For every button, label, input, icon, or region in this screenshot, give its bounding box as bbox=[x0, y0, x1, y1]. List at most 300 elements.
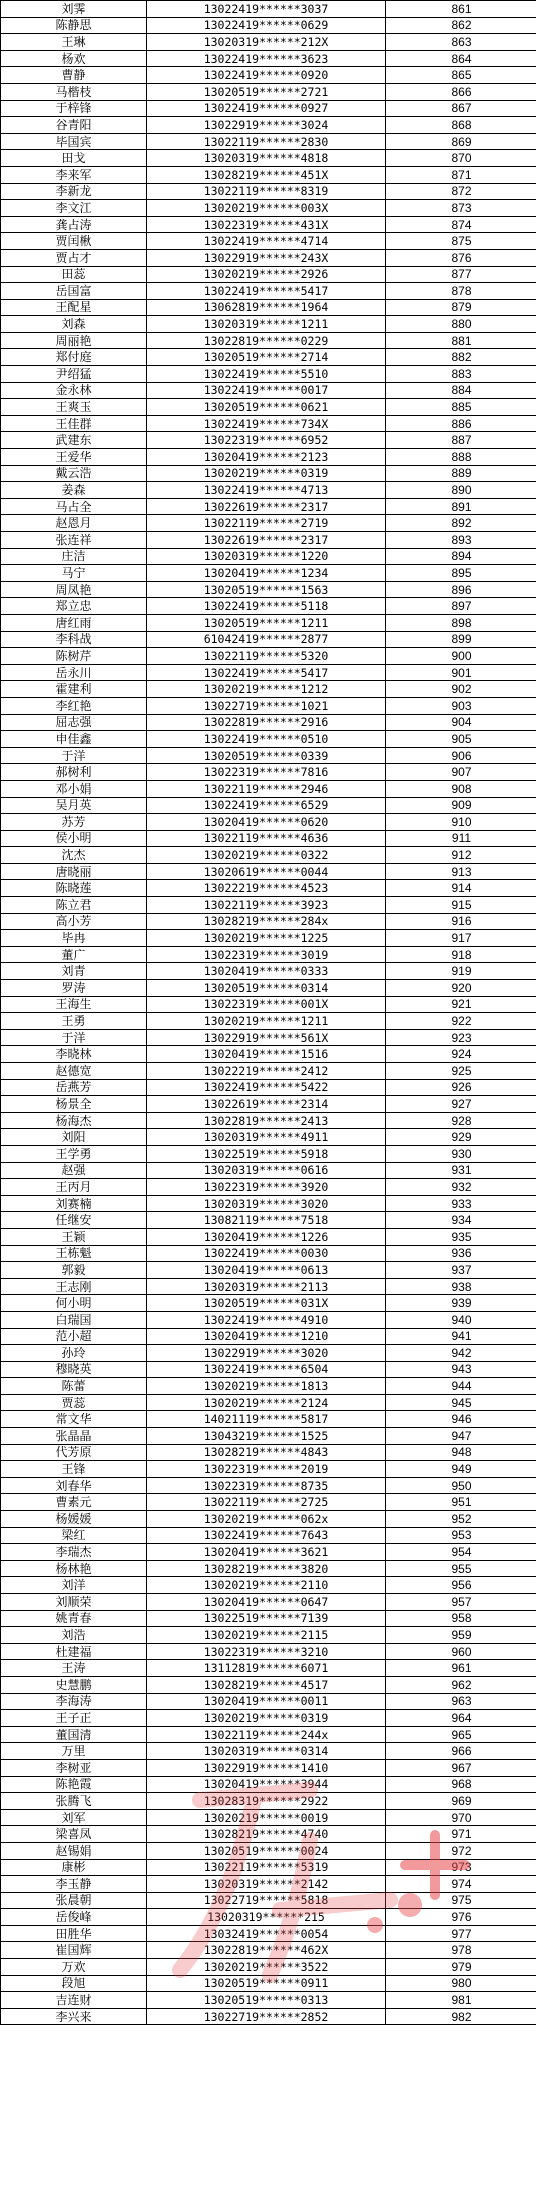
name-cell: 万里 bbox=[1, 1743, 147, 1760]
name-cell: 郝树利 bbox=[1, 764, 147, 781]
name-cell: 贾占才 bbox=[1, 249, 147, 266]
sequence-number-cell: 976 bbox=[386, 1909, 536, 1926]
table-row bbox=[1, 1676, 536, 1693]
id-number-cell: 13020319******2113 bbox=[147, 1278, 386, 1295]
id-number-cell: 13022319******3019 bbox=[147, 946, 386, 963]
table-row bbox=[1, 1527, 536, 1544]
name-cell: 王海生 bbox=[1, 996, 147, 1013]
sequence-number-cell: 967 bbox=[386, 1759, 536, 1776]
name-cell: 田蕊 bbox=[1, 266, 147, 283]
table-row bbox=[1, 1029, 536, 1046]
table-row bbox=[1, 1328, 536, 1345]
sequence-number-cell: 918 bbox=[386, 946, 536, 963]
name-cell: 刘森 bbox=[1, 316, 147, 333]
sequence-number-cell: 982 bbox=[386, 2008, 536, 2025]
id-number-cell: 13022319******3920 bbox=[147, 1179, 386, 1196]
id-number-cell: 13062819******1964 bbox=[147, 299, 386, 316]
table-row bbox=[1, 764, 536, 781]
table-row bbox=[1, 1046, 536, 1063]
id-number-cell: 13020519******0024 bbox=[147, 1842, 386, 1859]
table-row bbox=[1, 1162, 536, 1179]
table-row bbox=[1, 1992, 536, 2009]
sequence-number-cell: 952 bbox=[386, 1511, 536, 1528]
table-row bbox=[1, 1942, 536, 1959]
table-row bbox=[1, 830, 536, 847]
name-cell: 刘春华 bbox=[1, 1477, 147, 1494]
id-number-cell: 13028219******3820 bbox=[147, 1560, 386, 1577]
sequence-number-cell: 907 bbox=[386, 764, 536, 781]
name-cell: 任继安 bbox=[1, 1212, 147, 1229]
sequence-number-cell: 953 bbox=[386, 1527, 536, 1544]
name-cell: 王学勇 bbox=[1, 1145, 147, 1162]
name-cell: 王锋 bbox=[1, 1461, 147, 1478]
name-cell: 马宁 bbox=[1, 565, 147, 582]
table-row bbox=[1, 1212, 536, 1229]
sequence-number-cell: 971 bbox=[386, 1826, 536, 1843]
sequence-number-cell: 970 bbox=[386, 1809, 536, 1826]
name-cell: 赵德宽 bbox=[1, 1063, 147, 1080]
table-row bbox=[1, 681, 536, 698]
sequence-number-cell: 917 bbox=[386, 930, 536, 947]
id-number-cell: 13022619******2314 bbox=[147, 1096, 386, 1113]
sequence-number-cell: 981 bbox=[386, 1992, 536, 2009]
id-number-cell: 13022419******734X bbox=[147, 415, 386, 432]
id-number-cell: 13020519******1563 bbox=[147, 581, 386, 598]
id-number-cell: 13022919******3020 bbox=[147, 1345, 386, 1362]
id-number-cell: 13022119******4636 bbox=[147, 830, 386, 847]
id-number-cell: 13020319******3020 bbox=[147, 1195, 386, 1212]
table-row bbox=[1, 697, 536, 714]
table-row bbox=[1, 1660, 536, 1677]
id-number-cell: 13022419******5422 bbox=[147, 1079, 386, 1096]
sequence-number-cell: 913 bbox=[386, 863, 536, 880]
id-number-cell: 13020319******0314 bbox=[147, 1743, 386, 1760]
table-row bbox=[1, 1842, 536, 1859]
id-number-cell: 13020519******2721 bbox=[147, 83, 386, 100]
id-number-cell: 13020319******2142 bbox=[147, 1876, 386, 1893]
table-row bbox=[1, 1610, 536, 1627]
name-cell: 杨林艳 bbox=[1, 1560, 147, 1577]
name-cell: 戴云浩 bbox=[1, 465, 147, 482]
sequence-number-cell: 961 bbox=[386, 1660, 536, 1677]
id-number-cell: 13022419******4713 bbox=[147, 482, 386, 499]
sequence-number-cell: 902 bbox=[386, 681, 536, 698]
name-cell: 杨景全 bbox=[1, 1096, 147, 1113]
table-row bbox=[1, 1195, 536, 1212]
name-cell: 邓小娟 bbox=[1, 780, 147, 797]
table-row bbox=[1, 17, 536, 34]
sequence-number-cell: 867 bbox=[386, 100, 536, 117]
table-row bbox=[1, 1643, 536, 1660]
name-cell: 李树亚 bbox=[1, 1759, 147, 1776]
id-number-cell: 13020419******3621 bbox=[147, 1544, 386, 1561]
id-number-cell: 13022319******431X bbox=[147, 216, 386, 233]
name-cell: 王丙月 bbox=[1, 1179, 147, 1196]
sequence-number-cell: 955 bbox=[386, 1560, 536, 1577]
sequence-number-cell: 919 bbox=[386, 963, 536, 980]
sequence-number-cell: 878 bbox=[386, 283, 536, 300]
sequence-number-cell: 977 bbox=[386, 1925, 536, 1942]
table-row bbox=[1, 1013, 536, 1030]
name-cell: 武建东 bbox=[1, 432, 147, 449]
sequence-number-cell: 928 bbox=[386, 1112, 536, 1129]
sequence-number-cell: 935 bbox=[386, 1228, 536, 1245]
table-row bbox=[1, 1511, 536, 1528]
table-row bbox=[1, 532, 536, 549]
id-number-cell: 13022819******2916 bbox=[147, 714, 386, 731]
sequence-number-cell: 936 bbox=[386, 1245, 536, 1262]
table-row bbox=[1, 980, 536, 997]
id-number-cell: 13022419******4714 bbox=[147, 233, 386, 250]
id-number-cell: 13020319******215 bbox=[147, 1909, 386, 1926]
table-row bbox=[1, 366, 536, 383]
id-number-cell: 13020619******0044 bbox=[147, 863, 386, 880]
id-number-cell: 13022119******2719 bbox=[147, 515, 386, 532]
name-cell: 李晓林 bbox=[1, 1046, 147, 1063]
id-number-cell: 13022919******561X bbox=[147, 1029, 386, 1046]
sequence-number-cell: 965 bbox=[386, 1726, 536, 1743]
id-number-cell: 13022719******2852 bbox=[147, 2008, 386, 2025]
id-number-cell: 13022319******7816 bbox=[147, 764, 386, 781]
table-row bbox=[1, 946, 536, 963]
sequence-number-cell: 871 bbox=[386, 166, 536, 183]
name-cell: 万欢 bbox=[1, 1959, 147, 1976]
id-number-cell: 13022419******0017 bbox=[147, 382, 386, 399]
sequence-number-cell: 896 bbox=[386, 581, 536, 598]
name-cell: 刘青 bbox=[1, 963, 147, 980]
sequence-number-cell: 957 bbox=[386, 1594, 536, 1611]
sequence-number-cell: 951 bbox=[386, 1494, 536, 1511]
id-number-cell: 13022119******2946 bbox=[147, 780, 386, 797]
table-row bbox=[1, 50, 536, 67]
name-cell: 姜森 bbox=[1, 482, 147, 499]
id-number-cell: 13020319******212X bbox=[147, 34, 386, 51]
name-cell: 王配星 bbox=[1, 299, 147, 316]
name-cell: 李兴来 bbox=[1, 2008, 147, 2025]
sequence-number-cell: 958 bbox=[386, 1610, 536, 1627]
name-cell: 毕国宾 bbox=[1, 133, 147, 150]
sequence-number-cell: 915 bbox=[386, 897, 536, 914]
table-row bbox=[1, 1959, 536, 1976]
name-cell: 王琳 bbox=[1, 34, 147, 51]
sequence-number-cell: 973 bbox=[386, 1859, 536, 1876]
id-number-cell: 13020219******0019 bbox=[147, 1809, 386, 1826]
sequence-number-cell: 959 bbox=[386, 1627, 536, 1644]
sequence-number-cell: 870 bbox=[386, 150, 536, 167]
id-number-cell: 13020419******0613 bbox=[147, 1262, 386, 1279]
id-number-cell: 13043219******1525 bbox=[147, 1428, 386, 1445]
name-cell: 王佳群 bbox=[1, 415, 147, 432]
id-number-cell: 13022219******2412 bbox=[147, 1063, 386, 1080]
id-number-cell: 13022719******5818 bbox=[147, 1892, 386, 1909]
name-cell: 马占全 bbox=[1, 498, 147, 515]
name-cell: 刘浩 bbox=[1, 1627, 147, 1644]
id-number-cell: 13020219******0319 bbox=[147, 465, 386, 482]
table-row bbox=[1, 1909, 536, 1926]
sequence-number-cell: 979 bbox=[386, 1959, 536, 1976]
sequence-number-cell: 883 bbox=[386, 366, 536, 383]
sequence-number-cell: 922 bbox=[386, 1013, 536, 1030]
sequence-number-cell: 948 bbox=[386, 1444, 536, 1461]
id-number-cell: 13020519******0314 bbox=[147, 980, 386, 997]
sequence-number-cell: 886 bbox=[386, 415, 536, 432]
id-number-cell: 13022419******3037 bbox=[147, 1, 386, 18]
name-cell: 毕冉 bbox=[1, 930, 147, 947]
name-cell: 陈静思 bbox=[1, 17, 147, 34]
table-row bbox=[1, 880, 536, 897]
sequence-number-cell: 906 bbox=[386, 747, 536, 764]
sequence-number-cell: 905 bbox=[386, 731, 536, 748]
name-cell: 王志刚 bbox=[1, 1278, 147, 1295]
name-cell: 郭毅 bbox=[1, 1262, 147, 1279]
sequence-number-cell: 932 bbox=[386, 1179, 536, 1196]
name-cell: 周丽艳 bbox=[1, 332, 147, 349]
name-cell: 史慧鹏 bbox=[1, 1676, 147, 1693]
name-cell: 曹静 bbox=[1, 67, 147, 84]
name-cell: 田戈 bbox=[1, 150, 147, 167]
id-number-cell: 13020519******0621 bbox=[147, 399, 386, 416]
table-row bbox=[1, 863, 536, 880]
name-cell: 梁红 bbox=[1, 1527, 147, 1544]
table-row bbox=[1, 432, 536, 449]
table-row bbox=[1, 548, 536, 565]
name-cell: 岳永川 bbox=[1, 664, 147, 681]
name-cell: 贾闰楸 bbox=[1, 233, 147, 250]
sequence-number-cell: 949 bbox=[386, 1461, 536, 1478]
table-row bbox=[1, 34, 536, 51]
name-cell: 白瑞国 bbox=[1, 1311, 147, 1328]
sequence-number-cell: 900 bbox=[386, 648, 536, 665]
name-cell: 刘洋 bbox=[1, 1577, 147, 1594]
table-row bbox=[1, 1544, 536, 1561]
name-cell: 金永林 bbox=[1, 382, 147, 399]
id-number-cell: 13020419******1210 bbox=[147, 1328, 386, 1345]
table-row bbox=[1, 847, 536, 864]
id-number-cell: 13028219******4740 bbox=[147, 1826, 386, 1843]
table-row bbox=[1, 1262, 536, 1279]
id-number-cell: 13022419******3623 bbox=[147, 50, 386, 67]
sequence-number-cell: 920 bbox=[386, 980, 536, 997]
sequence-number-cell: 898 bbox=[386, 614, 536, 631]
name-cell: 王爱华 bbox=[1, 449, 147, 466]
table-row bbox=[1, 200, 536, 217]
sequence-number-cell: 910 bbox=[386, 814, 536, 831]
sequence-number-cell: 877 bbox=[386, 266, 536, 283]
table-row bbox=[1, 747, 536, 764]
id-number-cell: 13022419******4910 bbox=[147, 1311, 386, 1328]
id-number-cell: 13020319******4911 bbox=[147, 1129, 386, 1146]
name-cell: 高小芳 bbox=[1, 913, 147, 930]
sequence-number-cell: 972 bbox=[386, 1842, 536, 1859]
name-cell: 郑付庭 bbox=[1, 349, 147, 366]
name-cell: 屈志强 bbox=[1, 714, 147, 731]
id-number-cell: 13082119******7518 bbox=[147, 1212, 386, 1229]
sequence-number-cell: 923 bbox=[386, 1029, 536, 1046]
id-number-cell: 13022419******5118 bbox=[147, 598, 386, 615]
name-cell: 杨媛媛 bbox=[1, 1511, 147, 1528]
name-cell: 康彬 bbox=[1, 1859, 147, 1876]
table-row bbox=[1, 1477, 536, 1494]
name-cell: 李瑞杰 bbox=[1, 1544, 147, 1561]
id-number-cell: 13022419******5417 bbox=[147, 283, 386, 300]
id-number-cell: 13032419******0054 bbox=[147, 1925, 386, 1942]
name-cell: 侯小明 bbox=[1, 830, 147, 847]
table-row bbox=[1, 498, 536, 515]
table-row bbox=[1, 1361, 536, 1378]
id-number-cell: 13022819******2413 bbox=[147, 1112, 386, 1129]
name-cell: 李玉静 bbox=[1, 1876, 147, 1893]
table-row bbox=[1, 150, 536, 167]
name-cell: 崔国辉 bbox=[1, 1942, 147, 1959]
id-number-cell: 13022919******1410 bbox=[147, 1759, 386, 1776]
table-row bbox=[1, 332, 536, 349]
table-row bbox=[1, 631, 536, 648]
id-number-cell: 13020519******0313 bbox=[147, 1992, 386, 2009]
name-cell: 罗涛 bbox=[1, 980, 147, 997]
table-row bbox=[1, 515, 536, 532]
sequence-number-cell: 894 bbox=[386, 548, 536, 565]
sequence-number-cell: 921 bbox=[386, 996, 536, 1013]
table-body bbox=[1, 1, 536, 2025]
sequence-number-cell: 892 bbox=[386, 515, 536, 532]
id-number-cell: 14021119******5817 bbox=[147, 1411, 386, 1428]
sequence-number-cell: 942 bbox=[386, 1345, 536, 1362]
sequence-number-cell: 968 bbox=[386, 1776, 536, 1793]
id-number-cell: 13022119******2725 bbox=[147, 1494, 386, 1511]
name-cell: 王爽玉 bbox=[1, 399, 147, 416]
table-row bbox=[1, 598, 536, 615]
sequence-number-cell: 880 bbox=[386, 316, 536, 333]
table-row bbox=[1, 349, 536, 366]
id-number-cell: 13020519******031X bbox=[147, 1295, 386, 1312]
name-cell: 周凤艳 bbox=[1, 581, 147, 598]
id-number-cell: 13022419******5510 bbox=[147, 366, 386, 383]
id-number-cell: 13022419******5417 bbox=[147, 664, 386, 681]
name-cell: 王子正 bbox=[1, 1710, 147, 1727]
id-number-cell: 13020219******0319 bbox=[147, 1710, 386, 1727]
id-number-cell: 13020419******1516 bbox=[147, 1046, 386, 1063]
name-cell: 王栋魁 bbox=[1, 1245, 147, 1262]
id-number-cell: 13022319******3210 bbox=[147, 1643, 386, 1660]
id-number-cell: 13020219******1211 bbox=[147, 1013, 386, 1030]
name-cell: 李新龙 bbox=[1, 183, 147, 200]
sequence-number-cell: 874 bbox=[386, 216, 536, 233]
name-cell: 贾蕊 bbox=[1, 1394, 147, 1411]
id-number-cell: 13020519******0911 bbox=[147, 1975, 386, 1992]
id-number-cell: 13020519******0339 bbox=[147, 747, 386, 764]
table-row bbox=[1, 1627, 536, 1644]
sequence-number-cell: 888 bbox=[386, 449, 536, 466]
name-cell: 吴月英 bbox=[1, 797, 147, 814]
table-row bbox=[1, 1461, 536, 1478]
sequence-number-cell: 947 bbox=[386, 1428, 536, 1445]
sequence-number-cell: 916 bbox=[386, 913, 536, 930]
sequence-number-cell: 909 bbox=[386, 797, 536, 814]
name-cell: 于洋 bbox=[1, 747, 147, 764]
name-cell: 龚占涛 bbox=[1, 216, 147, 233]
sequence-number-cell: 912 bbox=[386, 847, 536, 864]
sequence-number-cell: 924 bbox=[386, 1046, 536, 1063]
id-number-cell: 13022819******462X bbox=[147, 1942, 386, 1959]
sequence-number-cell: 897 bbox=[386, 598, 536, 615]
sequence-number-cell: 954 bbox=[386, 1544, 536, 1561]
name-cell: 谷青阳 bbox=[1, 117, 147, 134]
id-number-cell: 13028219******4843 bbox=[147, 1444, 386, 1461]
sequence-number-cell: 975 bbox=[386, 1892, 536, 1909]
sequence-number-cell: 945 bbox=[386, 1394, 536, 1411]
id-number-cell: 61042419******2877 bbox=[147, 631, 386, 648]
id-number-cell: 13022119******3923 bbox=[147, 897, 386, 914]
table-row bbox=[1, 1112, 536, 1129]
table-row bbox=[1, 100, 536, 117]
name-cell: 唐晓丽 bbox=[1, 863, 147, 880]
table-row bbox=[1, 1975, 536, 1992]
sequence-number-cell: 933 bbox=[386, 1195, 536, 1212]
name-cell: 孙玲 bbox=[1, 1345, 147, 1362]
sequence-number-cell: 904 bbox=[386, 714, 536, 731]
sequence-number-cell: 881 bbox=[386, 332, 536, 349]
sequence-number-cell: 930 bbox=[386, 1145, 536, 1162]
name-cell: 岳俊峰 bbox=[1, 1909, 147, 1926]
table-row bbox=[1, 1693, 536, 1710]
name-cell: 杨海杰 bbox=[1, 1112, 147, 1129]
id-number-cell: 13020219******003X bbox=[147, 200, 386, 217]
name-cell: 刘赛楠 bbox=[1, 1195, 147, 1212]
id-number-cell: 13022919******243X bbox=[147, 249, 386, 266]
name-cell: 田胜华 bbox=[1, 1925, 147, 1942]
table-row bbox=[1, 1, 536, 18]
id-number-cell: 13022419******0629 bbox=[147, 17, 386, 34]
name-cell: 穆晓英 bbox=[1, 1361, 147, 1378]
name-cell: 唐红雨 bbox=[1, 614, 147, 631]
sequence-number-cell: 864 bbox=[386, 50, 536, 67]
id-number-cell: 13022819******0229 bbox=[147, 332, 386, 349]
table-row bbox=[1, 1129, 536, 1146]
id-number-cell: 13022419******0927 bbox=[147, 100, 386, 117]
name-cell: 赵恩月 bbox=[1, 515, 147, 532]
id-number-cell: 13022419******6504 bbox=[147, 1361, 386, 1378]
table-row bbox=[1, 299, 536, 316]
id-number-cell: 13022119******5319 bbox=[147, 1859, 386, 1876]
name-cell: 李海涛 bbox=[1, 1693, 147, 1710]
sequence-number-cell: 869 bbox=[386, 133, 536, 150]
id-number-cell: 13022519******7139 bbox=[147, 1610, 386, 1627]
sequence-number-cell: 943 bbox=[386, 1361, 536, 1378]
table-row bbox=[1, 233, 536, 250]
table-row bbox=[1, 1079, 536, 1096]
sequence-number-cell: 925 bbox=[386, 1063, 536, 1080]
sequence-number-cell: 876 bbox=[386, 249, 536, 266]
table-row bbox=[1, 283, 536, 300]
sequence-number-cell: 950 bbox=[386, 1477, 536, 1494]
sequence-number-cell: 863 bbox=[386, 34, 536, 51]
sequence-number-cell: 937 bbox=[386, 1262, 536, 1279]
id-number-cell: 13028219******451X bbox=[147, 166, 386, 183]
table-row bbox=[1, 2008, 536, 2025]
table-row bbox=[1, 1892, 536, 1909]
table-row bbox=[1, 1560, 536, 1577]
sequence-number-cell: 926 bbox=[386, 1079, 536, 1096]
name-cell: 岳国富 bbox=[1, 283, 147, 300]
table-row bbox=[1, 1759, 536, 1776]
id-number-cell: 13022319******6952 bbox=[147, 432, 386, 449]
table-row bbox=[1, 1876, 536, 1893]
id-number-cell: 13020419******0333 bbox=[147, 963, 386, 980]
name-cell: 李来军 bbox=[1, 166, 147, 183]
table-row bbox=[1, 897, 536, 914]
name-cell: 陈晓莲 bbox=[1, 880, 147, 897]
table-row bbox=[1, 449, 536, 466]
